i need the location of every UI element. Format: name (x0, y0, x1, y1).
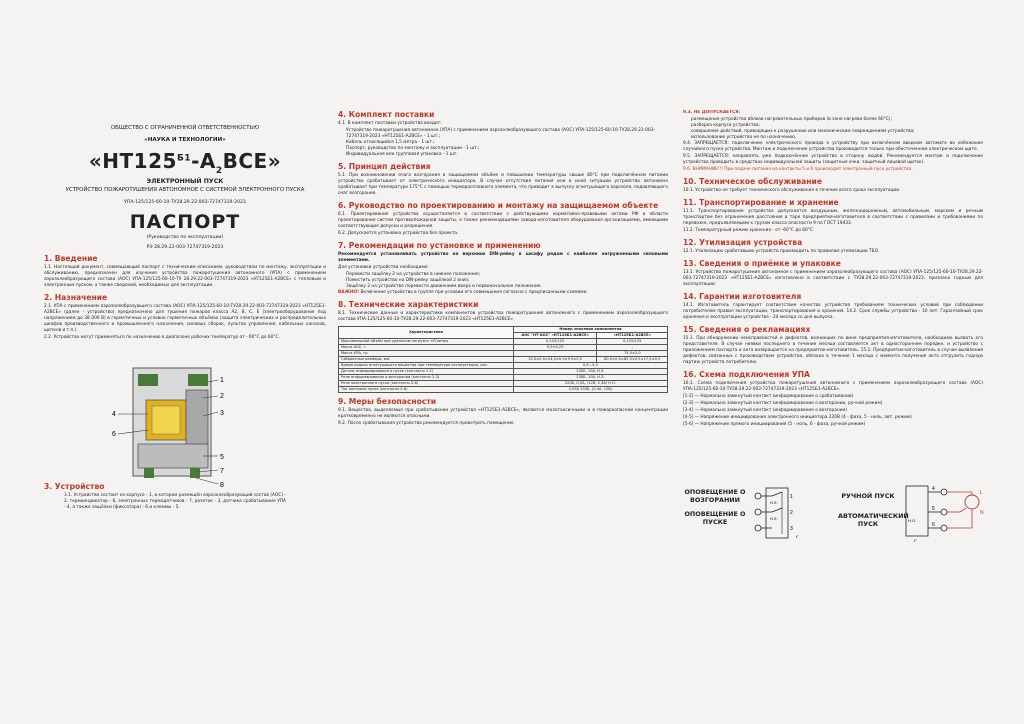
section-6-title: 6. Руководство по проектированию и монтажу на защищаемом объекте (338, 201, 659, 210)
section-16-item: [5-6] — Напряжение прямого инициирования (5 - ноль, 6 - фаза, ручной режим) (683, 422, 866, 427)
section-95-text: 9.5. ЗАПРЕЩАЕТСЯ: направлять уже подключённое устройство в сторону людей. Рекомендуется монтаж и подключение устройства проводить в средствах индивидуальной защиты (защитные очки, защитный лицевой щиток). (683, 154, 983, 165)
section-2-title: 2. Назначение (44, 293, 108, 302)
section-15-title: 15. Сведения о рекламациях (683, 325, 811, 334)
section-5-text: 5.1. При возникновении очага возгорания в защищаемом объёме и повышении температуры свыше 80°С при подключённом питании устройство срабатывает от электрического инициатора. В случае отсутствия питания или в иной ситуации устройство автономно срабатывает при температуре 175°С с помощью терморасплавного элемента, что приводит к выпуску огнетушащего аэрозоля, подавляющего очаг возгорания. (338, 173, 668, 196)
section-16-item: [2-3] — Нормально замкнутый контакт (информирование о возгорании, ручной режим) (683, 401, 883, 406)
list-item: • Индивидуальная или групповая упаковка - 1 шт. (346, 152, 668, 158)
list-item: • Поместить устройство на DIN-рейку защёлкой 2 вниз; (346, 278, 668, 284)
section-9-title: 9. Меры безопасности (338, 397, 437, 406)
section-10-text: 10.1. Устройство не требует технического обслуживания в течение всего срока эксплуатации. (683, 188, 901, 193)
table-cell: 220Б, 0,5А, (12В, 0,3А) Н.О. (513, 381, 667, 387)
list-item: • использование устройства не по назначению. (691, 135, 983, 141)
table-cell: 15,0±0,5×24,0±0,5×9,0±0,5 (513, 357, 597, 363)
device-label-7: 7 (220, 468, 224, 475)
section-4-list (338, 128, 668, 158)
device-label-5: 5 (220, 454, 224, 461)
section-1-title: 1. Введение (44, 254, 98, 263)
model-sub: 2 (215, 166, 223, 176)
org-line1: ОБЩЕСТВО С ОГРАНИЧЕННОЙ ОТВЕТСТВЕННОСТЬЮ (110, 125, 260, 131)
model-end: ВСЕ» (222, 149, 282, 173)
subtitle-2: УСТРОЙСТВО ПОЖАРОТУШЕНИЯ АВТОНОМНОЕ С СИСТЕМОЙ ЭЛЕКТРОННОГО ПУСКА (65, 187, 305, 193)
section-9-text-2: 9.2. После срабатывания устройства рекомендуется проветрить помещение. (338, 421, 515, 426)
section-4-intro: 4.1. В комплект поставки устройства входит: (338, 121, 442, 126)
wiring-diagram-launch (900, 482, 990, 544)
table-cell: 80,0±0,5×65,0±0,5×17,5±0,5 (597, 357, 668, 363)
terminal-1: 1 (790, 494, 793, 500)
terminal-4: 4 (932, 486, 935, 492)
section-3-title: 3. Устройство (44, 482, 105, 491)
diagram-label-auto: АВТОМАТИЧЕСКИЙ ПУСК (838, 512, 909, 528)
table-cell: Датчик информирования о пуске (контакты 1-2) (339, 369, 514, 375)
table-cell: Реле информирования о возгорании (контакты 2-3) (339, 375, 514, 381)
table-cell: 0,05А 233Б, (0,4А, 12В) (513, 387, 667, 393)
device-label-1: 1 (220, 377, 224, 384)
tag-L: L (980, 490, 983, 496)
diagram-label-fire-alert: ОПОВЕЩЕНИЕ О ВОЗГОРАНИИ (684, 488, 746, 504)
subtitle: ЭЛЕКТРОННЫЙ ПУСК (146, 178, 224, 185)
table-cell: 0,125/125 (513, 339, 597, 345)
section-9-text-1: 9.1. Вещества, выделяемые при срабатывании устройства «НТ125Б1-А2ВСЕ», являются малотоксичными и в пожароопасной концентрации кратковременно не являются опасными. (338, 408, 668, 419)
table-cell: Габаритные размеры, мм. (339, 357, 514, 363)
terminal-5: 5 (932, 506, 935, 512)
device-label-6: 6 (112, 431, 116, 438)
table-cell: Время подачи огнетушащего вещества при температуре эксплуатации, сек. (339, 363, 514, 369)
table-cell: 75,0±2,0 (597, 351, 668, 357)
table-header: Номер значения компонентов (513, 327, 667, 333)
tag-N: N (980, 510, 984, 516)
section-14-title: 14. Гарантии изготовителя (683, 292, 802, 301)
table-cell: Масса УПА, гр. (339, 351, 514, 357)
tag-temp-2: t° (914, 538, 917, 543)
passport-heading: ПАСПОРТ (129, 211, 241, 233)
model-title (44, 149, 326, 176)
table-cell: - (513, 351, 597, 357)
section-8-title: 8. Технические характеристики (338, 300, 479, 309)
section-14-text: 14.1. Изготовитель гарантирует соответствие качества устройства требованиям технических условий при соблюдении потребителем правил эксплуатации, транспортирования и хранения. 14.2. Срок службы устройства - 10 лет. Гарантийный срок хранения и эксплуатации устройства - 24 месяца со дня выпуска. (683, 303, 983, 320)
section-11-text-1: 11.1. Транспортирование устройства допускается воздушным, железнодорожным, автомобильным, морским и речным транспортом без ограничения расстояния в таре предприятия-изготовителя в соответствии с правилами и требованиями по перевозке, предъявляемыми к грузам класса опасности 9 по ГОСТ 19433. (683, 209, 983, 226)
section-16-text: 16.1. Схема подключения устройства пожаротушения автономного с применением аэрозолеобразующего состава (АОС) УПА-125/125-60-10-ТУ28.29.22-003-72747319-2023 «НТ125Б1-А2ВСЕ». (683, 381, 983, 392)
section-7-list (338, 272, 668, 290)
tag-nc-2: Н.З. (770, 516, 778, 521)
list-item: • Кабель относящийся 1,5 метра - 1 шт.; (346, 140, 668, 146)
model-mid: -А (191, 149, 216, 173)
table-cell: Реле электронного пуска (контакты 5-6) (339, 381, 514, 387)
model-sup: Б1 (176, 153, 192, 164)
table-header-row (339, 327, 668, 333)
terminal-6: 6 (932, 522, 935, 528)
section-7-title: 7. Рекомендации по установке и применению (338, 241, 541, 250)
section-94-text: 9.4. ЗАПРЕЩАЕТСЯ: подключение электрического провода к устройству при включённом вводном автомате во избежание случайного пуска устройства. Монтаж и подключение устройства производится только при обесточенном электрическом щите. (683, 141, 983, 152)
table-cell: 0,9...5,5 (513, 363, 667, 369)
column-right (683, 110, 983, 724)
diagram-label-launch-alert: ОПОВЕЩЕНИЕ О ПУСКЕ (684, 510, 746, 526)
table-header: «НТ125Б1-А2ВСЕ» (597, 333, 668, 339)
section-10-title: 10. Техническое обслуживание (683, 177, 822, 186)
tag-no: Н.О. (908, 518, 917, 523)
warning-text: Включение устройства в группе при условии его совмещения согласно с предписанными схемами. (360, 290, 588, 295)
terminal-2: 2 (790, 510, 793, 516)
warning-label: ВАЖНО! (338, 290, 360, 295)
section-6-text-2: 6.2. Допускается установка устройства без проекта. (338, 231, 459, 236)
model-main: «НТ125 (88, 149, 177, 173)
table-row (339, 387, 668, 393)
section-2-text-1: 2.1. УПА с применением аэрозолеобразующего состава (АОС) УПА-125/125-60-10-ТУ28.29.22-003-72747319-2023 «НТ125Б1-А2ВСЕ» (далее - устройство) предназначено для тушения пожаров класса А2, В, С, Е (электрооборудования под напряжением до 38 000 В) в герметичных и условно герметичных объёмах (защита электрических и распределительных шкафов производственного и промышленного назначения, силовых сборок, пультов управления, кабельных каналов, щитков и т.п.). (44, 304, 326, 333)
section-15-text: 15.1. При обнаружении неисправностей и дефектов, возникших по вине предприятия-изготовителя, необходимо вызвать его представителя. В случае неявки последнего в течение месяца составляется акт в одностороннем порядке, и устройство с приложением паспорта и акта возвращается на предприятие-изготовитель. 15.2. Предприятие-изготовитель в случае выявления дефектов, связанных с производством устройства, обязано в течение 1 месяца с момента получения акта отгрузить годную партию устройств потребителю. (683, 336, 983, 365)
section-93-list (683, 117, 983, 141)
section-16-item: [4-5] — Напряжение инициирования электронного инициатора 220В (4 - фаза, 5 - ноль, авт. режим) (683, 415, 912, 420)
section-93-title: 9.3. НЕ ДОПУСКАЕТСЯ: (683, 110, 741, 115)
section-4-title: 4. Комплект поставки (338, 110, 435, 119)
list-item: • Защёлку 2 на устройстве перевести движением вверх в первоначальное положение. (346, 284, 668, 290)
diagram-label-manual: РУЧНОЙ ПУСК (841, 492, 895, 500)
list-item: • размещение устройства вблизи нагревательных приборов (в зоне нагрева более 60°С); (691, 117, 983, 123)
list-item: • разборка корпуса устройства; (691, 123, 983, 129)
section-13-text: 13.1. Устройство пожаротушения автономное с применением аэрозолеобразующего состава (АОС) УПА-125/125-60-10-ТУ28.29.22-003-72747319-2023 «НТ125Б1-А2ВСЕ» изготовлено в соответствии с ТУ28.29.22-003-72747319-2023, признано годным для эксплуатации. (683, 270, 983, 287)
column-middle (338, 110, 668, 724)
section-16-item: [1-2] — Нормально замкнутый контакт (информирование о срабатывании) (683, 394, 854, 399)
org-line2: «НАУКА И ТЕХНОЛОГИИ» (144, 137, 226, 143)
table-cell: 9,5±0,25 (513, 345, 597, 351)
terminal-3: 3 (790, 526, 793, 532)
table-header: АОС "НТ-АОС" «НТ125Б1-А2ВСЕ» (513, 333, 597, 339)
list-item: • Паспорт, руководство по монтажу и эксплуатации - 1 шт.; (346, 146, 668, 152)
device-label-4: 4 (112, 411, 116, 418)
section-6-text-1: 6.1. Проектирование устройства осуществляется в соответствии с действующими нормативно-правовыми актами РФ в области проектирования систем противопожарной защиты, а также рекомендациями завода-изготовителя оборудования организациями, имеющими соответствующие допуски и разрешения. (338, 212, 668, 229)
section-7-text: Рекомендуется устанавливать устройство на верхнюю DIN-рейку в шкафу рядом с наиболее нагруженными силовыми элементами. (338, 252, 668, 263)
section-11-title: 11. Транспортирование и хранение (683, 198, 839, 207)
section-16-item: [3-4] — Нормально замкнутый контакт (информирование о возгорании) (683, 408, 847, 413)
specs-table (338, 326, 668, 393)
table-cell: Масса АОС, г. (339, 345, 514, 351)
section-7-steps-intro: Для установки устройства необходимо: (338, 265, 429, 270)
device-label-2: 2 (220, 393, 224, 400)
section-96-text: 9.6. ВНИМАНИЕ!!! При подаче питания на контакты 5 и 6 происходит электронный пуск устройства. (683, 167, 913, 172)
section-11-text-2: 11.2. Температурный режим хранения - от -60°С до 60°С. (683, 228, 815, 233)
section-12-text: 12.1. Утилизацию сработавших устройств производить по правилам утилизации ТБО. (683, 249, 880, 254)
table-cell: Ток контроля пуска (контакты 5-6) (339, 387, 514, 393)
section-1-text: 1.1. Настоящий документ, совмещающий паспорт с техническим описанием, руководством по монтажу, эксплуатации и обслуживанию, предназначен для изучения устройства пожаротушения автономного (УПА) с применением аэрозолеобразующего состава (АОС) УПА-125/125-60-10-ТУ 28.29.22-003-72747319-2023 «НТ125Б1-А2ВСЕ» с тепловым и электронным пуском, а также сведений, необходимых для эксплуатации. (44, 265, 326, 288)
section-3-text: 3.1. Устройство состоит из корпуса - 1, в котором размещён аэрозолеобразующий состав (АОС) - 2, термоиндикатор - 8, электронных термодатчиков - 7, розеток - 3, датчика срабатывания УПА - 4, а также защёлки (фиксатора) - 6 и клеммы - 5. (64, 493, 286, 510)
list-item: • совершение действий, приводящих к разрушению или механическим повреждениям устройства; (691, 129, 983, 135)
table-cell: - (597, 345, 668, 351)
section-13-title: 13. Сведения о приёмке и упаковке (683, 259, 841, 268)
section-8-text: 8.1. Технические данные и характеристики компонентов устройства пожаротушения автономного с применением аэрозолеобразующего состава УПА-125/125-60-10-ТУ28.29.22-003-72747319-2023 «НТ125Б1-А2ВСЕ» (338, 311, 668, 322)
section-5-title: 5. Принцип действия (338, 162, 431, 171)
section-7-warning (338, 290, 668, 296)
table-cell: 230Б, 10А, Н.З. (513, 375, 667, 381)
table-header: Характеристики (339, 327, 514, 339)
tag-temp: t° (796, 534, 799, 539)
device-label-3: 3 (220, 410, 224, 417)
passport-subheading: (Руководство по эксплуатации) (146, 235, 224, 240)
table-cell: 0,125/125 (597, 339, 668, 345)
section-12-title: 12. Утилизация устройства (683, 238, 803, 247)
spec-code: УПА-125/125-60-10-ТУ28.29.22-003-72747319-2023 (124, 200, 246, 205)
section-16-title: 16. Схема подключения УПА (683, 370, 810, 379)
device-illustration (78, 360, 248, 490)
wiring-diagram-alerts (748, 484, 818, 544)
table-cell: Максимальный объём при удельном нагрузке, м³/литры (339, 339, 514, 345)
device-label-8: 8 (220, 482, 224, 489)
passport-code: РЭ 28.29.22-003-72747319-2023 (146, 245, 224, 250)
list-item: • Перевести защёлку 2 на устройстве в нижнее положение; (346, 272, 668, 278)
section-2-text-2: 2.2. Устройство могут применяться по назначению в диапазоне рабочих температур от - 60°С до 60°С. (44, 335, 280, 340)
table-cell: 230Б, 10А, Н.З. (513, 369, 667, 375)
tag-nc-1: Н.З. (770, 500, 778, 505)
list-item: • Устройство пожаротушения автономное (УПА) с применением аэрозолеобразующего состава (АОС) УПА-125/125-60-10-ТУ28.29.22-003-72747319-2023 «НТ125Б1-А2ВСЕ» - 1 шт.; (346, 128, 668, 140)
